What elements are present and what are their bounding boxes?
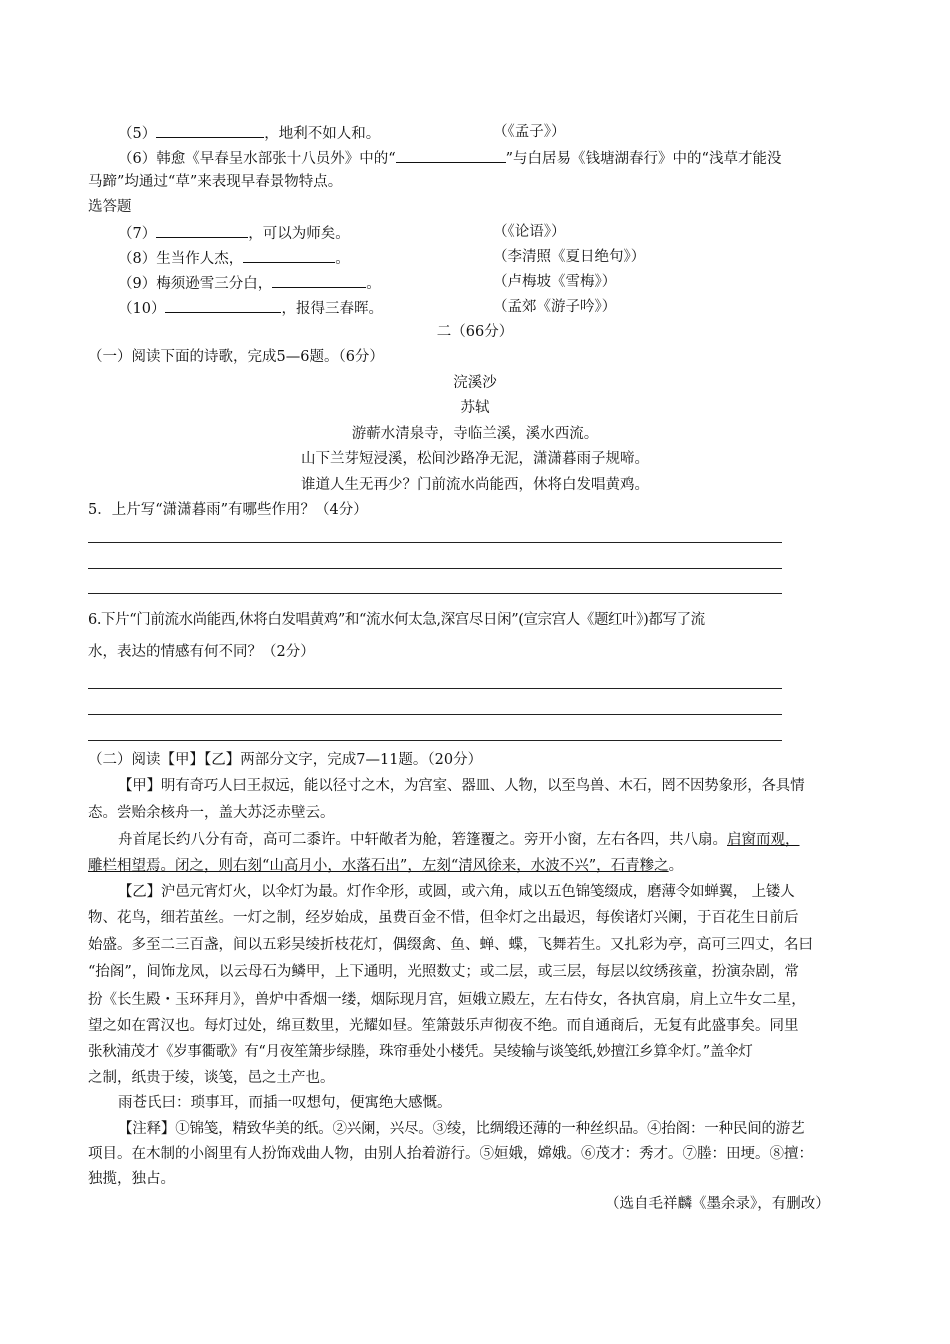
answer-line[interactable] (88, 714, 782, 715)
poem-line: 谁道人生无再少？门前流水尚能西，休将白发唱黄鸡。 (301, 477, 649, 493)
text-source: （选自毛祥麟《墨余录》，有删改） (605, 1196, 830, 1212)
jia-text-line: 雕栏相望焉。闭之，则右刻“山高月小，水落石出”，左刻“清风徐来，水波不兴”，石青糁之。 (88, 858, 684, 874)
jia-text-line: 【甲】明有奇巧人曰王叔远，能以径寸之木，为宫室、器皿、人物，以至鸟兽、木石，罔不因势象形，各具情 (118, 778, 805, 794)
answer-blank[interactable] (165, 297, 281, 313)
question-6-line1: 6.下片“门前流水尚能西,休将白发唱黄鸡”和“流水何太急,深宫尽日闲”(宣宗宫人《题红叶》)都写了流 (88, 612, 705, 628)
question-5: 5．上片写“潇潇暮雨”有哪些作用？（4分） (88, 502, 368, 518)
yi-text-line: 张秋浦茂才《岁事衢歌》有“月夜笙箫步绿塍，珠帘垂处小楼凭。吴绫输与谈笺纸,妙擅江乡算伞灯。”盖伞灯 (88, 1044, 753, 1060)
poem-line: 游蕲水清泉寺，寺临兰溪，溪水西流。 (351, 426, 599, 442)
fill-q8: （8）生当作人杰， 。 (118, 247, 350, 269)
source-analects: （《论语》） (493, 224, 566, 240)
yi-text-line: 之制，纸贵于绫，谈笺，邑之土产也。 (88, 1070, 335, 1086)
fill-q7: （7） ，可以为师矣。 (118, 222, 350, 244)
yi-text-line: 【乙】沪邑元宵灯火，以伞灯为最。灯作伞形，或圆，或六角，咸以五色锦笺缀成，磨薄令如蝉翼， 上镂人 (118, 884, 795, 900)
underlined-sentence: 启窗而观， (727, 832, 800, 848)
source-lu-meipo: （卢梅坡《雪梅》） (493, 274, 617, 290)
fill-q9: （9）梅须逊雪三分白， 。 (118, 272, 381, 294)
underlined-sentence: 雕栏相望焉。闭之，则右刻“山高月小，水落石出”，左刻“清风徐来，水波不兴”，石青糁之 (88, 858, 669, 874)
fill-q6-line2: 马蹄”均通过“草”来表现早春景物特点。 (88, 174, 343, 190)
notes-line: 项目。在木制的小阁里有人扮饰戏曲人物，由别人抬着游行。⑤姮娥，嫦娥。⑥茂才：秀才。⑦塍：田埂。⑧擅： (88, 1146, 813, 1162)
part1-intro: （一）阅读下面的诗歌，完成5—6题。（6分） (88, 349, 384, 365)
notes-line: 独揽，独占。 (88, 1171, 175, 1187)
answer-line[interactable] (88, 740, 782, 741)
fill-q5: （5） ，地利不如人和。 (118, 122, 380, 144)
yi-text-line: “抬阁”，间饰龙凤，以云母石为鳞甲，上下通明，光照数丈；或二层，或三层，每层以纹绣孩童，扮演杂剧，常 (88, 964, 799, 980)
answer-line[interactable] (88, 593, 782, 594)
fill-q10: （10） ，报得三春晖。 (118, 297, 383, 319)
question-6-line2: 水，表达的情感有何不同？（2分） (88, 644, 315, 660)
notes-line: 【注释】①锦笺，精致华美的纸。②兴阑，兴尽。③绫，比绸缎还薄的一种丝织品。④抬阁：一种民间的游艺 (118, 1121, 805, 1137)
yi-text-line: 望之如在霄汉也。每灯过处，绵亘数里，光耀如昼。笙箫鼓乐声彻夜不绝。而自通商后，无复有此盛事矣。同里 (88, 1018, 799, 1034)
section2-title: 二（66分） (436, 324, 514, 340)
part2-intro: （二）阅读【甲】【乙】两部分文字，完成7—11题。（20分） (88, 752, 483, 768)
choice-title: 选答题 (88, 199, 132, 215)
jia-text-line: 舟首尾长约八分有奇，高可二黍许。中轩敞者为舱，箬篷覆之。旁开小窗，左右各四，共八扇。启窗而观， (118, 832, 800, 848)
source-meng-jiao: （孟郊《游子吟》） (493, 299, 617, 315)
poem-line: 山下兰芽短浸溪，松间沙路净无泥，潇潇暮雨子规啼。 (301, 451, 649, 467)
yi-text-line: 物、花鸟，细若茧丝。一灯之制，经岁始成，虽费百金不惜，但伞灯之出最迟，每俟诸灯兴阑，于百花生日前后 (88, 910, 799, 926)
answer-blank[interactable] (243, 247, 335, 263)
jia-text-line: 态。尝贻余核舟一，盖大苏泛赤壁云。 (88, 805, 335, 821)
yi-text-line: 始盛。多至二三百盏，间以五彩吴绫折枝花灯，偶缀禽、鱼、蝉、蝶，飞舞若生。又扎彩为亭，高可三四丈，名曰 (88, 937, 813, 953)
answer-line[interactable] (88, 568, 782, 569)
source-li-qingzhao: （李清照《夏日绝句》） (493, 249, 646, 265)
answer-blank[interactable] (156, 122, 264, 138)
yi-text-line: 扮《长生殿・玉环拜月》，兽炉中香烟一缕，烟际现月宫，姮娥立殿左，左右侍女，各执宫扇，肩上立牛女二星， (88, 992, 806, 1008)
poem-title: 浣溪沙 (453, 375, 497, 391)
answer-blank[interactable] (156, 222, 248, 238)
commentary-line: 雨苍氏曰：琐事耳，而插一叹想句，便寓绝大感慨。 (118, 1095, 452, 1111)
answer-blank[interactable] (396, 147, 506, 163)
source-mencius: （《孟子》） (493, 124, 566, 140)
answer-blank[interactable] (272, 272, 366, 288)
poem-author: 苏轼 (460, 400, 490, 416)
answer-line[interactable] (88, 542, 782, 543)
fill-q6-line1: （6）韩愈《早春呈水部张十八员外》中的“ ”与白居易《钱塘湖春行》中的“浅草才能没 (118, 147, 781, 169)
answer-line[interactable] (88, 688, 782, 689)
